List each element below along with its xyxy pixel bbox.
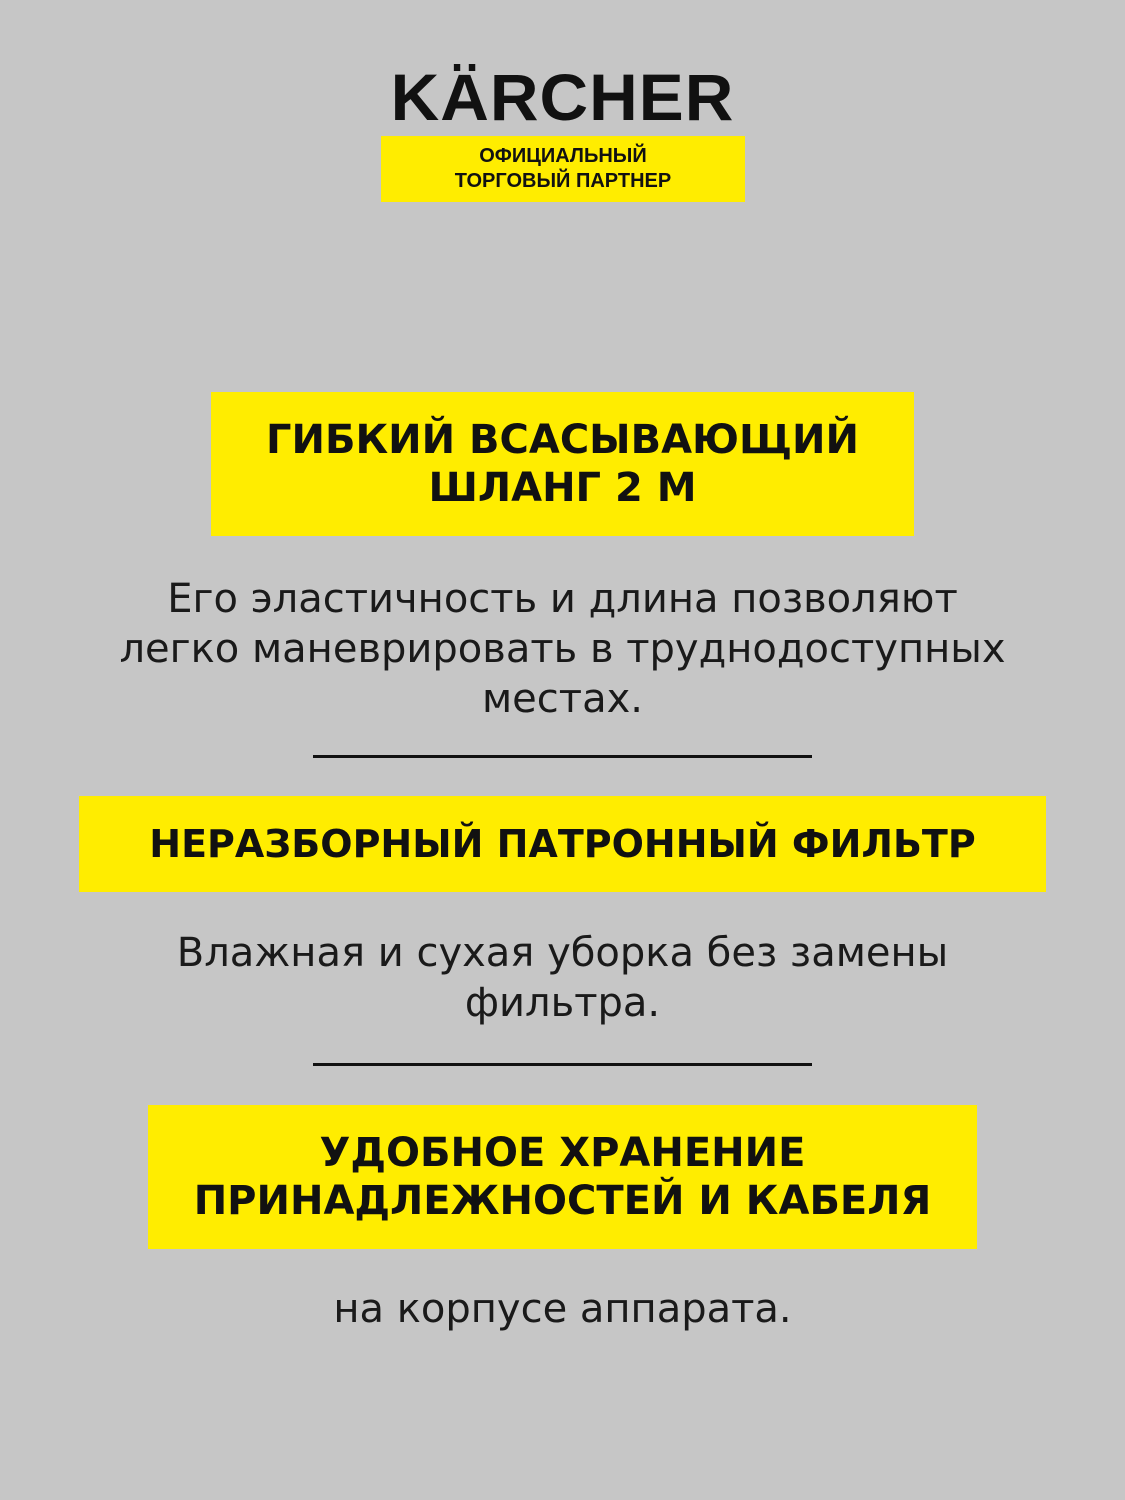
feature-heading-filter-line1: НЕРАЗБОРНЫЙ ПАТРОННЫЙ ФИЛЬТР bbox=[149, 822, 976, 866]
feature-description-hose bbox=[40, 574, 1085, 724]
feature-description-hose-line2: легко маневрировать в труднодоступных bbox=[119, 626, 1006, 672]
partner-badge-line2: ТОРГОВЫЙ ПАРТНЕР bbox=[454, 170, 672, 192]
feature-heading-filter bbox=[79, 796, 1046, 892]
partner-badge-line1: ОФИЦИАЛЬНЫЙ bbox=[479, 145, 647, 167]
feature-description-storage-line1: на корпусе аппарата. bbox=[333, 1286, 792, 1332]
karcher-logo: KÄRCHER bbox=[390, 60, 735, 134]
section-divider-2 bbox=[313, 1063, 812, 1066]
feature-description-hose-line1: Его эластичность и длина позволяют bbox=[167, 576, 958, 622]
feature-description-filter-line1: Влажная и сухая уборка без замены bbox=[176, 930, 949, 976]
section-divider-1 bbox=[313, 755, 812, 758]
feature-description-storage bbox=[40, 1284, 1085, 1334]
feature-heading-hose bbox=[211, 392, 914, 536]
feature-description-filter bbox=[40, 928, 1085, 1028]
feature-heading-hose-line1: ГИБКИЙ ВСАСЫВАЮЩИЙ bbox=[265, 417, 859, 463]
feature-description-filter-line2: фильтра. bbox=[464, 980, 661, 1026]
official-partner-badge bbox=[381, 136, 745, 202]
feature-heading-storage bbox=[148, 1105, 977, 1249]
feature-heading-storage-line1: УДОБНОЕ ХРАНЕНИЕ bbox=[319, 1130, 806, 1176]
feature-heading-storage-line2: ПРИНАДЛЕЖНОСТЕЙ И КАБЕЛЯ bbox=[193, 1178, 932, 1224]
feature-heading-hose-line2: ШЛАНГ 2 М bbox=[428, 465, 697, 511]
feature-description-hose-line3: местах. bbox=[482, 676, 643, 722]
